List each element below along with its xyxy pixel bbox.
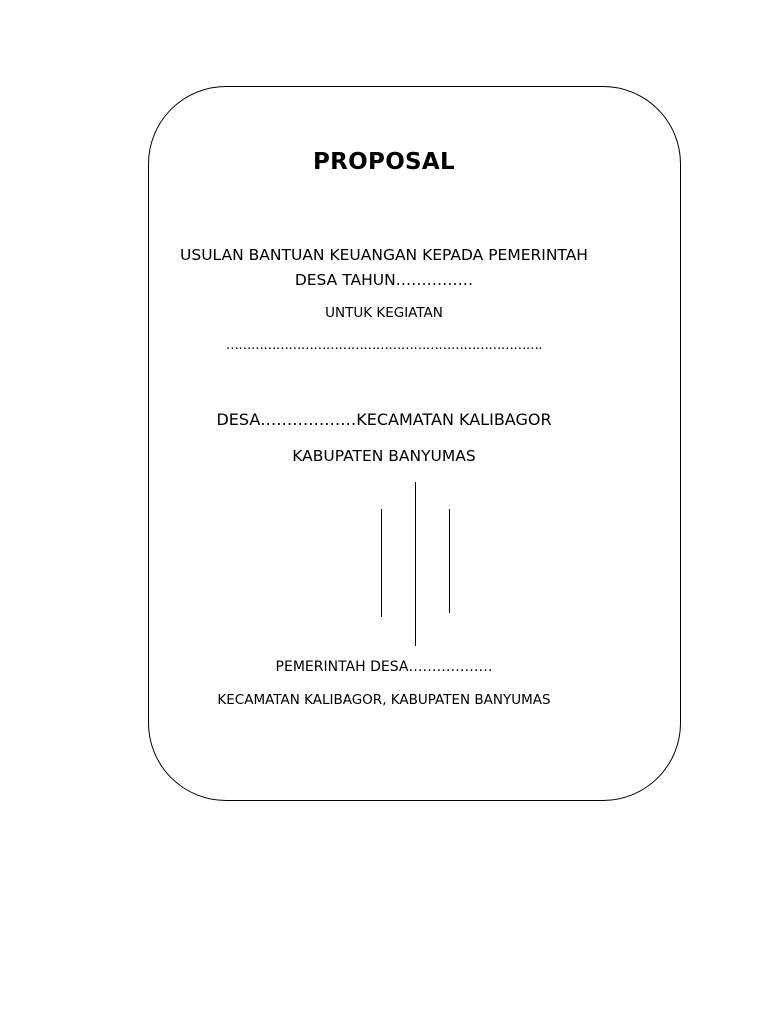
activity-label: UNTUK KEGIATAN bbox=[325, 305, 443, 321]
subtitle-line-1: USULAN BANTUAN KEUANGAN KEPADA PEMERINTAH bbox=[180, 246, 588, 264]
village-line: DESA………………KECAMATAN KALIBAGOR bbox=[216, 410, 552, 429]
document-title: PROPOSAL bbox=[313, 149, 455, 175]
vertical-line-left bbox=[381, 509, 382, 617]
subtitle-line-2: DESA TAHUN…………… bbox=[294, 271, 474, 289]
footer-government-line: PEMERINTAH DESA……………… bbox=[275, 659, 493, 675]
vertical-line-right bbox=[449, 509, 450, 613]
regency-line: KABUPATEN BANYUMAS bbox=[292, 447, 476, 465]
vertical-line-center bbox=[415, 482, 416, 646]
footer-district-line: KECAMATAN KALIBAGOR, KABUPATEN BANYUMAS bbox=[217, 692, 551, 708]
activity-blank: …………………………………………………………………. bbox=[225, 338, 543, 353]
